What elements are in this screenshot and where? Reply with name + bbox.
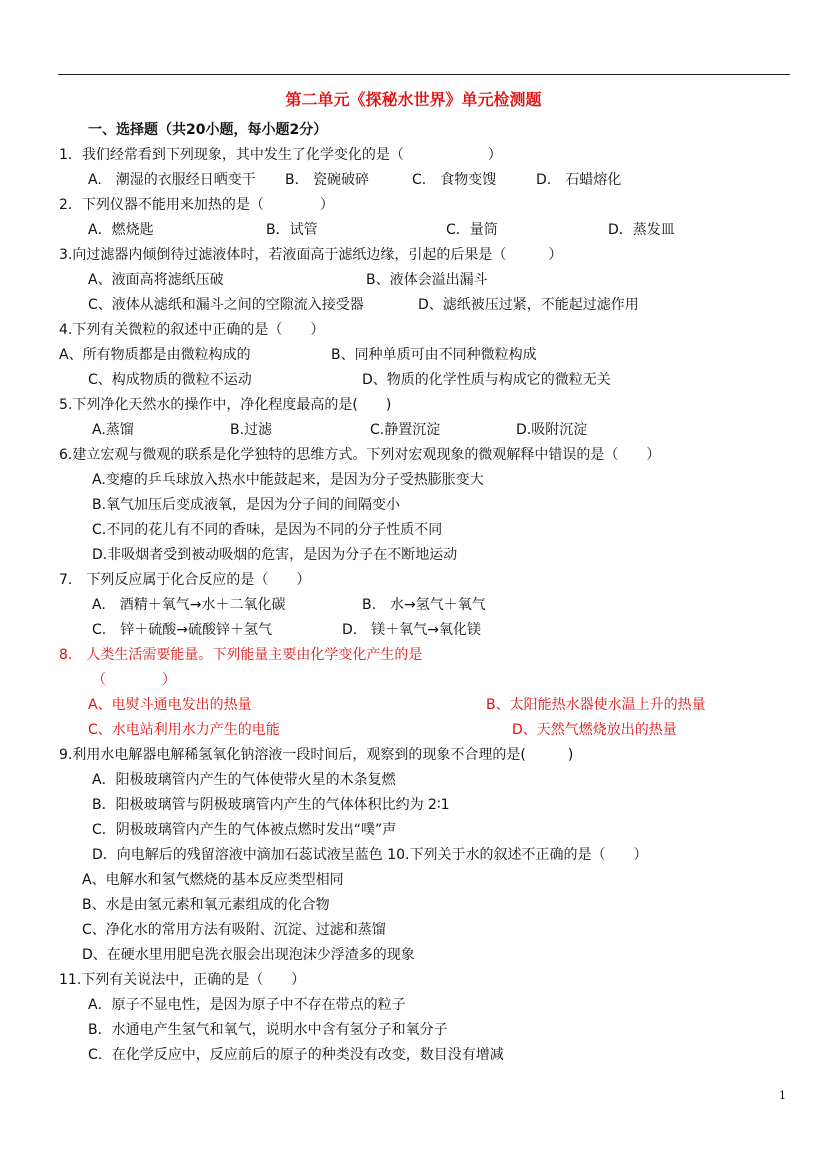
- header-rule: [58, 74, 790, 75]
- option-c: C、构成物质的微粒不运动: [88, 372, 252, 388]
- option-b: B、液体会溢出漏斗: [366, 272, 488, 288]
- option-d: D．向电解后的残留溶液中滴加石蕊试液呈蓝色 10.下列关于水的叙述不正确的是（ ）: [92, 847, 648, 863]
- question-4: 4.下列有关微粒的叙述中正确的是（ ）: [59, 322, 325, 338]
- question-9: 9.利用水电解器电解稀氢氧化钠溶液一段时间后，观察到的现象不合理的是( ): [59, 747, 574, 763]
- question-8-blank: （ ）: [92, 672, 176, 688]
- option-a: A. 潮湿的衣服经日晒变干: [88, 172, 256, 188]
- option-b: B. 瓷碗破碎: [285, 172, 370, 188]
- option-a: A.蒸馏: [92, 422, 134, 438]
- option-c: C．量筒: [446, 222, 498, 238]
- option-c: C. 锌＋硫酸→硫酸锌＋氢气: [92, 622, 272, 638]
- option-b: B、同种单质可由不同种微粒构成: [331, 347, 537, 363]
- question-1: 1．我们经常看到下列现象，其中发生了化学变化的是（ ）: [59, 147, 502, 163]
- option-a: A．阳极玻璃管内产生的气体使带火星的木条复燃: [92, 772, 396, 788]
- option-a: A、所有物质都是由微粒构成的: [59, 347, 251, 363]
- option-b: B、太阳能热水器使水温上升的热量: [486, 697, 706, 713]
- question-11: 11.下列有关说法中，正确的是（ ）: [59, 972, 306, 988]
- page-number: 1: [779, 1089, 786, 1102]
- option-d: D.吸附沉淀: [516, 422, 588, 438]
- question-6: 6.建立宏观与微观的联系是化学独特的思维方式。下列对宏观现象的微观解释中错误的是（ ）: [59, 447, 661, 463]
- option-d: D．蒸发皿: [608, 222, 675, 238]
- question-2: 2．下列仪器不能用来加热的是（ ）: [59, 197, 334, 213]
- option-b: B．阳极玻璃管与阴极玻璃管内产生的气体体积比约为 2∶1: [92, 797, 450, 813]
- option-b: B．试管: [266, 222, 318, 238]
- option-b: B．水通电产生氢气和氧气，说明水中含有氢分子和氧分子: [88, 1022, 448, 1038]
- option-d: D. 镁＋氧气→氧化镁: [342, 622, 481, 638]
- option-a: A．原子不显电性，是因为原子中不存在带点的粒子: [88, 997, 406, 1013]
- option-d: D、滤纸被压过紧，不能起过滤作用: [418, 297, 639, 313]
- option-a: A．燃烧匙: [88, 222, 154, 238]
- option-a: A. 酒精＋氧气→水＋二氧化碳: [92, 597, 286, 613]
- section-heading: 一、选择题（共20小题，每小题2分）: [88, 122, 328, 138]
- option-c: C. 食物变馊: [412, 172, 497, 188]
- option-b: B、水是由氢元素和氧元素组成的化合物: [82, 897, 330, 913]
- option-c: C、净化水的常用方法有吸附、沉淀、过滤和蒸馏: [82, 922, 386, 938]
- option-c: C.静置沉淀: [370, 422, 441, 438]
- page-title: 第二单元《探秘水世界》单元检测题: [285, 90, 542, 109]
- option-d: D、在硬水里用肥皂洗衣服会出现泡沫少浮渣多的现象: [82, 947, 415, 963]
- option-c: C．阴极玻璃管内产生的气体被点燃时发出“噗”声: [92, 822, 397, 838]
- option-c: C、液体从滤纸和漏斗之间的空隙流入接受器: [88, 297, 364, 313]
- option-d: D、物质的化学性质与构成它的微粒无关: [362, 372, 611, 388]
- option-b: B. 水→氢气＋氧气: [362, 597, 486, 613]
- option-d: D. 石蜡熔化: [536, 172, 622, 188]
- option-d: D、天然气燃烧放出的热量: [512, 722, 677, 738]
- option-c: C．在化学反应中，反应前后的原子的种类没有改变，数目没有增减: [88, 1047, 504, 1063]
- question-8: 8. 人类生活需要能量。下列能量主要由化学变化产生的是: [59, 647, 423, 663]
- option-a: A.变瘪的乒乓球放入热水中能鼓起来，是因为分子受热膨胀变大: [92, 472, 484, 488]
- option-a: A、电熨斗通电发出的热量: [88, 697, 252, 713]
- question-5: 5.下列净化天然水的操作中，净化程度最高的是( ): [59, 397, 392, 413]
- option-a: A、电解水和氢气燃烧的基本反应类型相同: [82, 872, 344, 888]
- question-3: 3.向过滤器内倾倒待过滤液体时，若液面高于滤纸边缘，引起的后果是（ ）: [59, 247, 563, 263]
- option-a: A、液面高将滤纸压破: [88, 272, 224, 288]
- option-c: C.不同的花儿有不同的香味，是因为不同的分子性质不同: [92, 522, 443, 538]
- option-c: C、水电站利用水力产生的电能: [88, 722, 280, 738]
- question-7: 7. 下列反应属于化合反应的是（ ）: [59, 572, 311, 588]
- option-d: D.非吸烟者受到被动吸烟的危害，是因为分子在不断地运动: [92, 547, 458, 563]
- option-b: B.氧气加压后变成液氧，是因为分子间的间隔变小: [92, 497, 401, 513]
- option-b: B.过滤: [230, 422, 273, 438]
